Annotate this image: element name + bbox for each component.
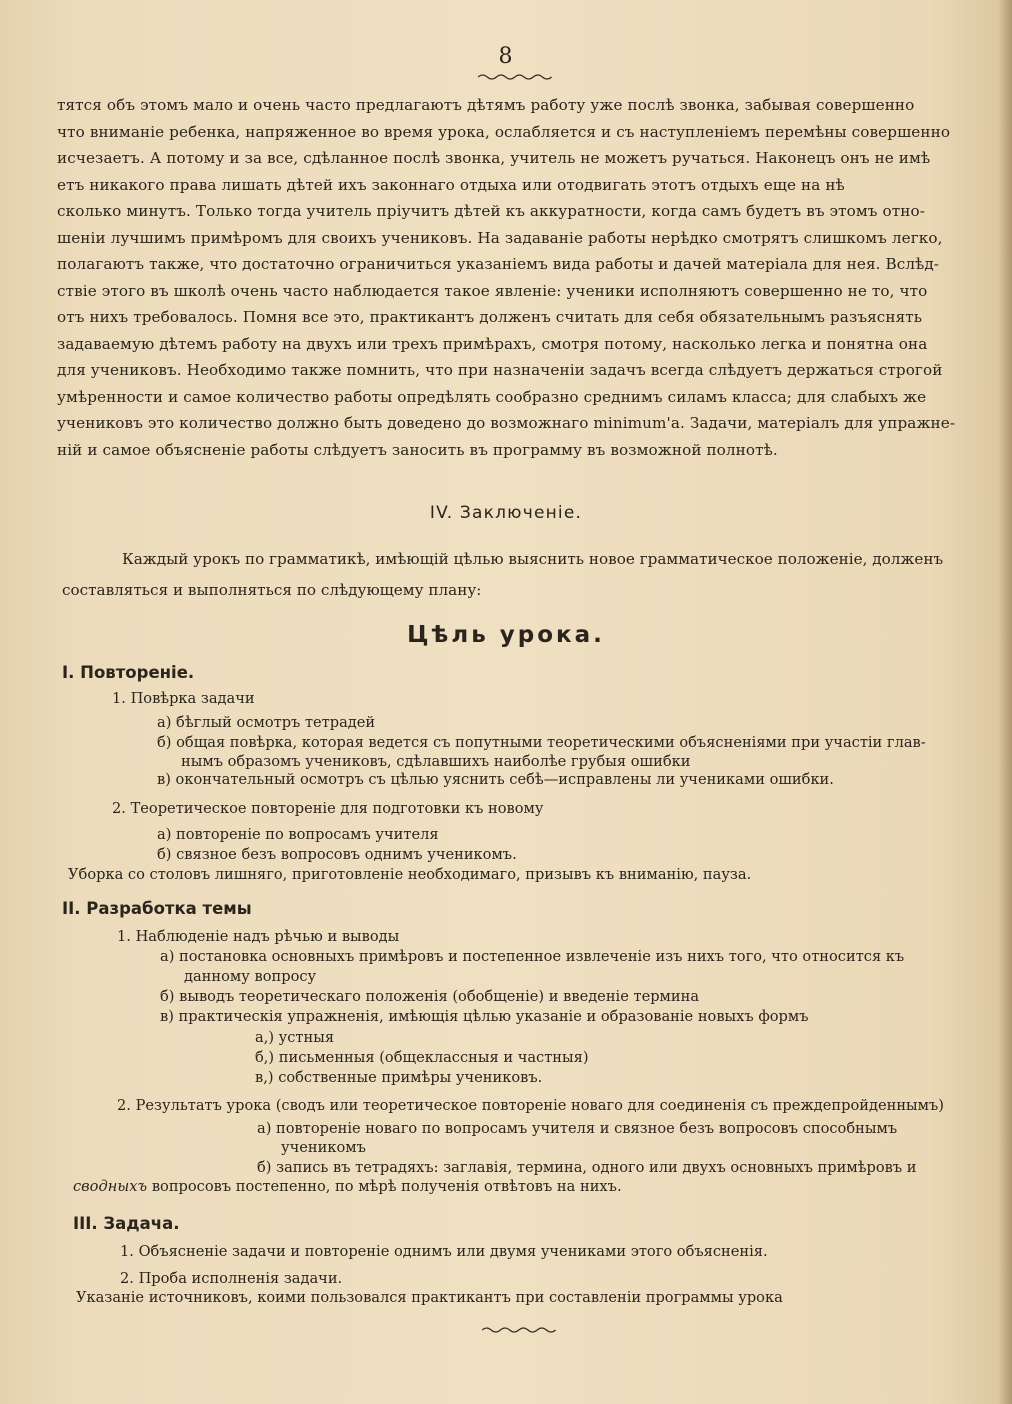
plan-subitem: в) практическія упражненія, имѣющія цѣлью указаніе и образованіе новыхъ формъ	[160, 1008, 809, 1025]
plan-subitem: б) связное безъ вопросовъ однимъ ученикомъ.	[157, 846, 517, 863]
plan-item: 1. Наблюденіе надъ рѣчью и выводы	[117, 928, 400, 945]
paragraph-line: что вниманіе ребенка, напряженное во время урока, ослабляется и съ наступленіемъ перемѣны совершенно	[57, 122, 951, 141]
paragraph-line: задаваемую дѣтемъ работу на двухъ или трехъ примѣрахъ, смотря потому, насколько легка и понятна она	[57, 334, 928, 353]
plan-section-heading: III. Задача.	[73, 1214, 180, 1233]
paragraph-line: етъ никакого права лишать дѣтей ихъ законнаго отдыха или отодвигать этотъ отдыхъ еще на нѣ	[57, 175, 845, 194]
plan-item: 2. Результатъ урока (сводъ или теоретическое повтореніе новаго для соединенія съ преждепройденнымъ)	[117, 1097, 944, 1114]
plan-item: 1. Повѣрка задачи	[112, 690, 255, 707]
plan-subitem-continuation: ученикомъ	[281, 1139, 366, 1156]
paragraph-line: ствіе этого въ школѣ очень часто наблюдается такое явленіе: ученики исполняютъ совершенно не то, что	[57, 281, 928, 300]
paragraph-line: шеніи лучшимъ примѣромъ для своихъ учениковъ. На задаваніе работы нерѣдко смотрятъ слишкомъ легко,	[57, 228, 943, 247]
intro-line: Каждый урокъ по грамматикѣ, имѣющій цѣлью выяснить новое грамматическое положеніе, долженъ	[122, 550, 944, 568]
lesson-title: Цѣль урока.	[407, 622, 605, 648]
paragraph-line: сколько минутъ. Только тогда учитель пріучитъ дѣтей къ аккуратности, когда самъ будетъ въ этомъ отно-	[57, 202, 925, 220]
plan-subitem: б) общая повѣрка, которая ведется съ попутными теоретическими объясненіями при участіи глав-	[157, 734, 926, 751]
section-title: IV. Заключеніе.	[429, 503, 583, 523]
plan-subsubitem: в,) собственные примѣры учениковъ.	[255, 1069, 543, 1086]
paragraph-line: учениковъ это количество должно быть доведено до возможнаго minimum'a. Задачи, матеріалъ для упражне-	[57, 414, 956, 432]
paragraph-line: исчезаетъ. А потому и за все, сдѣланное послѣ звонка, учитель не можетъ ручаться. Наконецъ онъ не имѣ	[57, 149, 931, 167]
plan-note: Уборка со столовъ лишняго, приготовленіе необходимаго, призывъ къ вниманію, пауза.	[68, 866, 752, 883]
plan-section-heading: II. Разработка темы	[62, 899, 252, 918]
paragraph-line: умѣренности и самое количество работы опредѣлять сообразно среднимъ силамъ класса; для слабыхъ же	[57, 387, 927, 406]
plan-subitem: б) запись въ тетрадяхъ: заглавія, термина, одного или двухъ основныхъ примѣровъ и	[257, 1159, 917, 1176]
plan-item: 2. Проба исполненія задачи.	[120, 1270, 343, 1287]
paragraph-line: тятся объ этомъ мало и очень часто предлагаютъ дѣтямъ работу уже послѣ звонка, забывая совершенно	[57, 96, 915, 114]
plan-text: вопросовъ постепенно, по мѣрѣ полученія отвѣтовъ на нихъ.	[151, 1178, 622, 1195]
plan-item: 2. Теоретическое повтореніе для подготовки къ новому	[112, 800, 544, 817]
plan-item: 1. Объясненіе задачи и повтореніе однимъ или двумя учениками этого объясненія.	[120, 1243, 768, 1260]
plan-subitem-continuation: нымъ образомъ учениковъ, сдѣлавшихъ наиболѣе грубыя ошибки	[181, 753, 691, 770]
plan-note: Указаніе источниковъ, коими пользовался практикантъ при составленіи программы урока	[76, 1289, 783, 1306]
plan-subsubitem: а,) устныя	[255, 1029, 335, 1046]
paragraph-line: для учениковъ. Необходимо также помнить, что при назначеніи задачъ всегда слѣдуетъ держаться строгой	[57, 361, 943, 379]
paragraph-line: полагаютъ также, что достаточно ограничиться указаніемъ вида работы и дачей матеріала для нея. Вслѣд-	[57, 255, 940, 273]
plan-subitem-continuation	[73, 1178, 622, 1195]
plan-subitem: а) повтореніе по вопросамъ учителя	[157, 826, 439, 843]
bottom-ornament	[482, 1326, 556, 1334]
plan-subitem: а) бѣглый осмотръ тетрадей	[157, 714, 376, 731]
plan-subsubitem: б,) письменныя (общеклассныя и частныя)	[255, 1049, 589, 1066]
page-number: 8	[498, 44, 514, 69]
plan-subitem: а) повтореніе новаго по вопросамъ учителя и связное безъ вопросовъ способнымъ	[257, 1120, 898, 1137]
plan-subitem: б) выводъ теоретическаго положенія (обобщеніе) и введеніе термина	[160, 988, 700, 1005]
plan-section-heading: I. Повтореніе.	[62, 663, 195, 682]
plan-subitem: а) постановка основныхъ примѣровъ и постепенное извлеченіе изъ нихъ того, что относится къ	[160, 948, 905, 965]
plan-subitem: в) окончательный осмотръ съ цѣлью уяснить себѣ—исправлены ли учениками ошибки.	[157, 771, 834, 788]
paragraph-line: отъ нихъ требовалось. Помня все это, практикантъ долженъ считать для себя обязательнымъ разъяснять	[57, 308, 923, 326]
plan-subitem-continuation: данному вопросу	[184, 968, 317, 985]
intro-line: составляться и выполняться по слѣдующему плану:	[62, 581, 482, 599]
paragraph-line: ній и самое объясненіе работы слѣдуетъ заносить въ программу въ возможной полнотѣ.	[57, 440, 778, 459]
italic-word: сводныхъ	[73, 1178, 148, 1195]
